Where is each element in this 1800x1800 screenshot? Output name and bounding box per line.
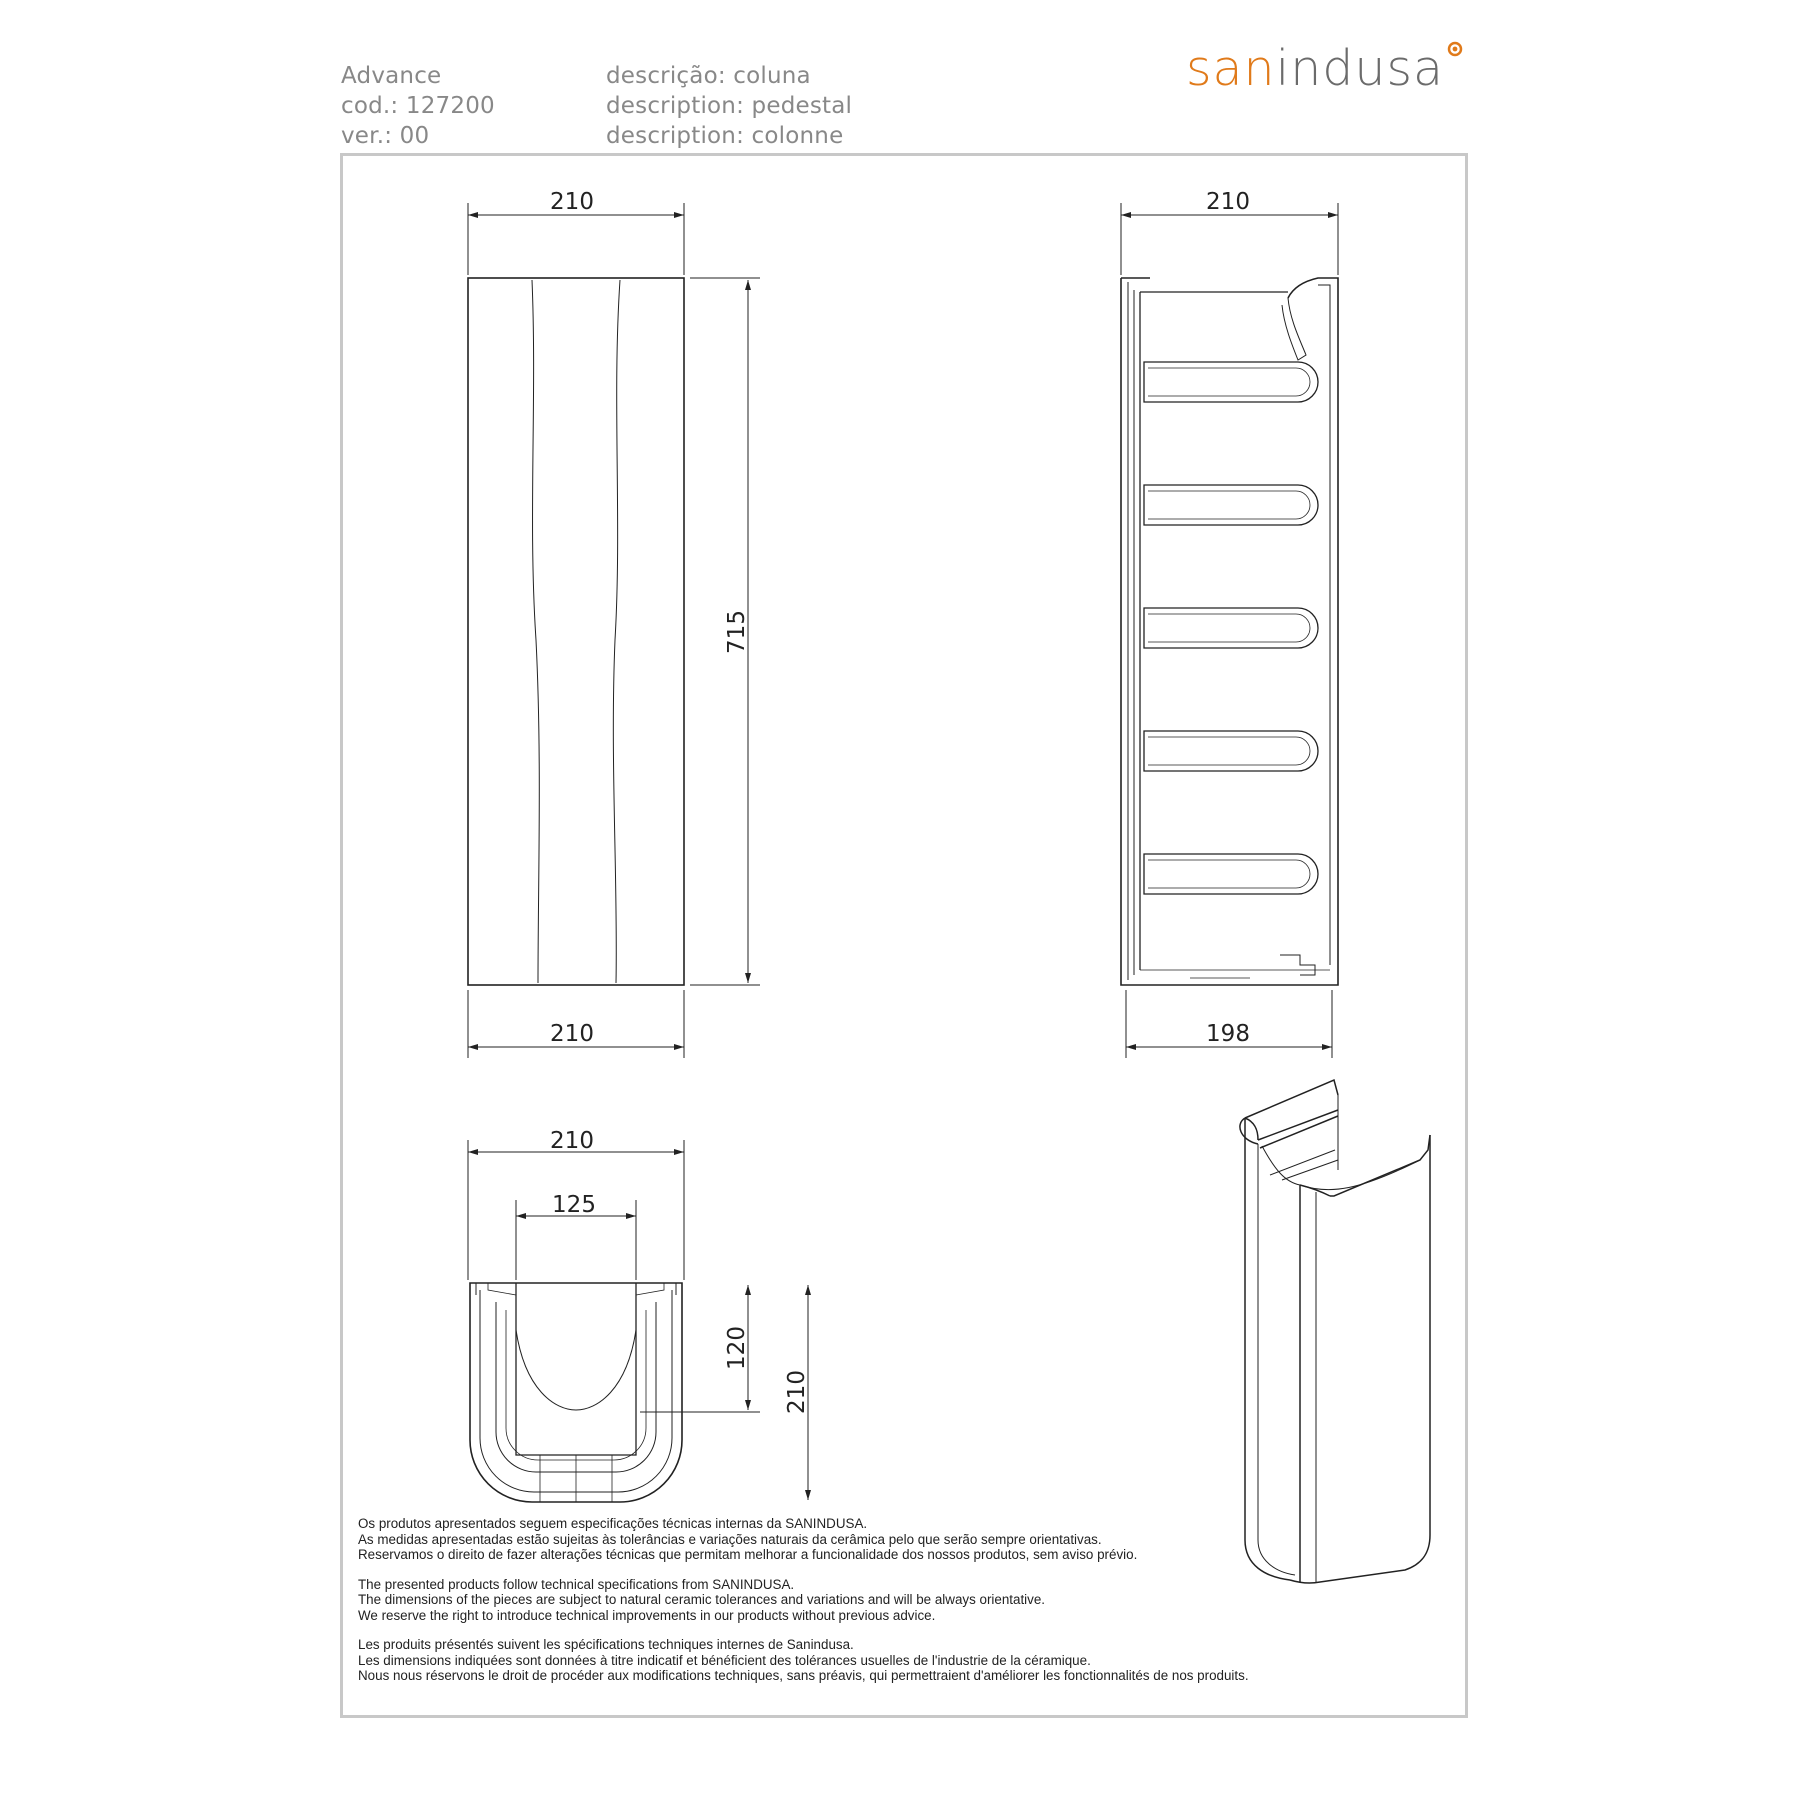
dim-plan-inner-width: 125: [552, 1192, 596, 1218]
product-name: Advance: [341, 63, 442, 89]
dim-front-height: 715: [724, 610, 750, 654]
disclaimer-fr: [358, 1637, 1249, 1684]
isometric-view: [1240, 1080, 1430, 1583]
disclaimer-pt-line: Os produtos apresentados seguem especificações técnicas internas da SANINDUSA.: [358, 1516, 868, 1531]
description-pt: descrição: coluna: [606, 63, 811, 89]
dim-plan-outer-depth: 210: [784, 1370, 810, 1414]
disclaimer-fr-line: Nous nous réservons le droit de procéder aux modifications techniques, sans préavis, qui permettraient d'améliorer les fonctionnalités de nos produits.: [358, 1668, 1249, 1683]
dim-plan-inner-depth: 120: [724, 1326, 750, 1370]
dim-front-top-width: 210: [550, 189, 594, 215]
disclaimer-fr-line: Les produits présentés suivent les spécifications techniques internes de Sanindusa.: [358, 1637, 854, 1652]
front-view: [468, 203, 760, 1058]
disclaimer-pt-line: Reservamos o direito de fazer alterações técnicas que permitam melhorar a funcionalidade dos nossos produtos, sem aviso prévio.: [358, 1547, 1138, 1562]
description-en: description: pedestal: [606, 93, 853, 119]
disclaimer-fr-line: Les dimensions indiquées sont données à titre indicatif et bénéficient des tolérances usuelles de l'industrie de la céramique.: [358, 1652, 1091, 1668]
logo-part-indusa: indusa: [1275, 40, 1445, 97]
disclaimer-en-line: The dimensions of the pieces are subject to natural ceramic tolerances and variations and will be always orientative.: [358, 1592, 1046, 1607]
dim-side-bottom-depth: 198: [1206, 1021, 1250, 1047]
disclaimer-pt-line: As medidas apresentadas estão sujeitas às tolerâncias e variações naturais da cerâmica pelo que serão sempre orientativas.: [358, 1531, 1102, 1547]
dim-front-bottom-width: 210: [550, 1021, 594, 1047]
disclaimer-en-line: We reserve the right to introduce technical improvements in our products without previous advice.: [358, 1607, 936, 1623]
disclaimer-en-line: The presented products follow technical specifications from SANINDUSA.: [358, 1576, 795, 1592]
disclaimer-en: [358, 1577, 1249, 1624]
side-view: [1121, 203, 1338, 1058]
product-code: cod.: 127200: [341, 93, 495, 119]
logo-part-san: san: [1186, 40, 1276, 97]
disclaimer-pt: [358, 1516, 1249, 1563]
dim-side-top-width: 210: [1206, 189, 1250, 215]
dim-plan-outer-width: 210: [550, 1128, 594, 1154]
disclaimer: [358, 1516, 1249, 1698]
description-fr: description: colonne: [606, 123, 844, 149]
product-version: ver.: 00: [341, 123, 430, 149]
plan-view: [468, 1140, 808, 1502]
side-slots: [1144, 362, 1318, 894]
